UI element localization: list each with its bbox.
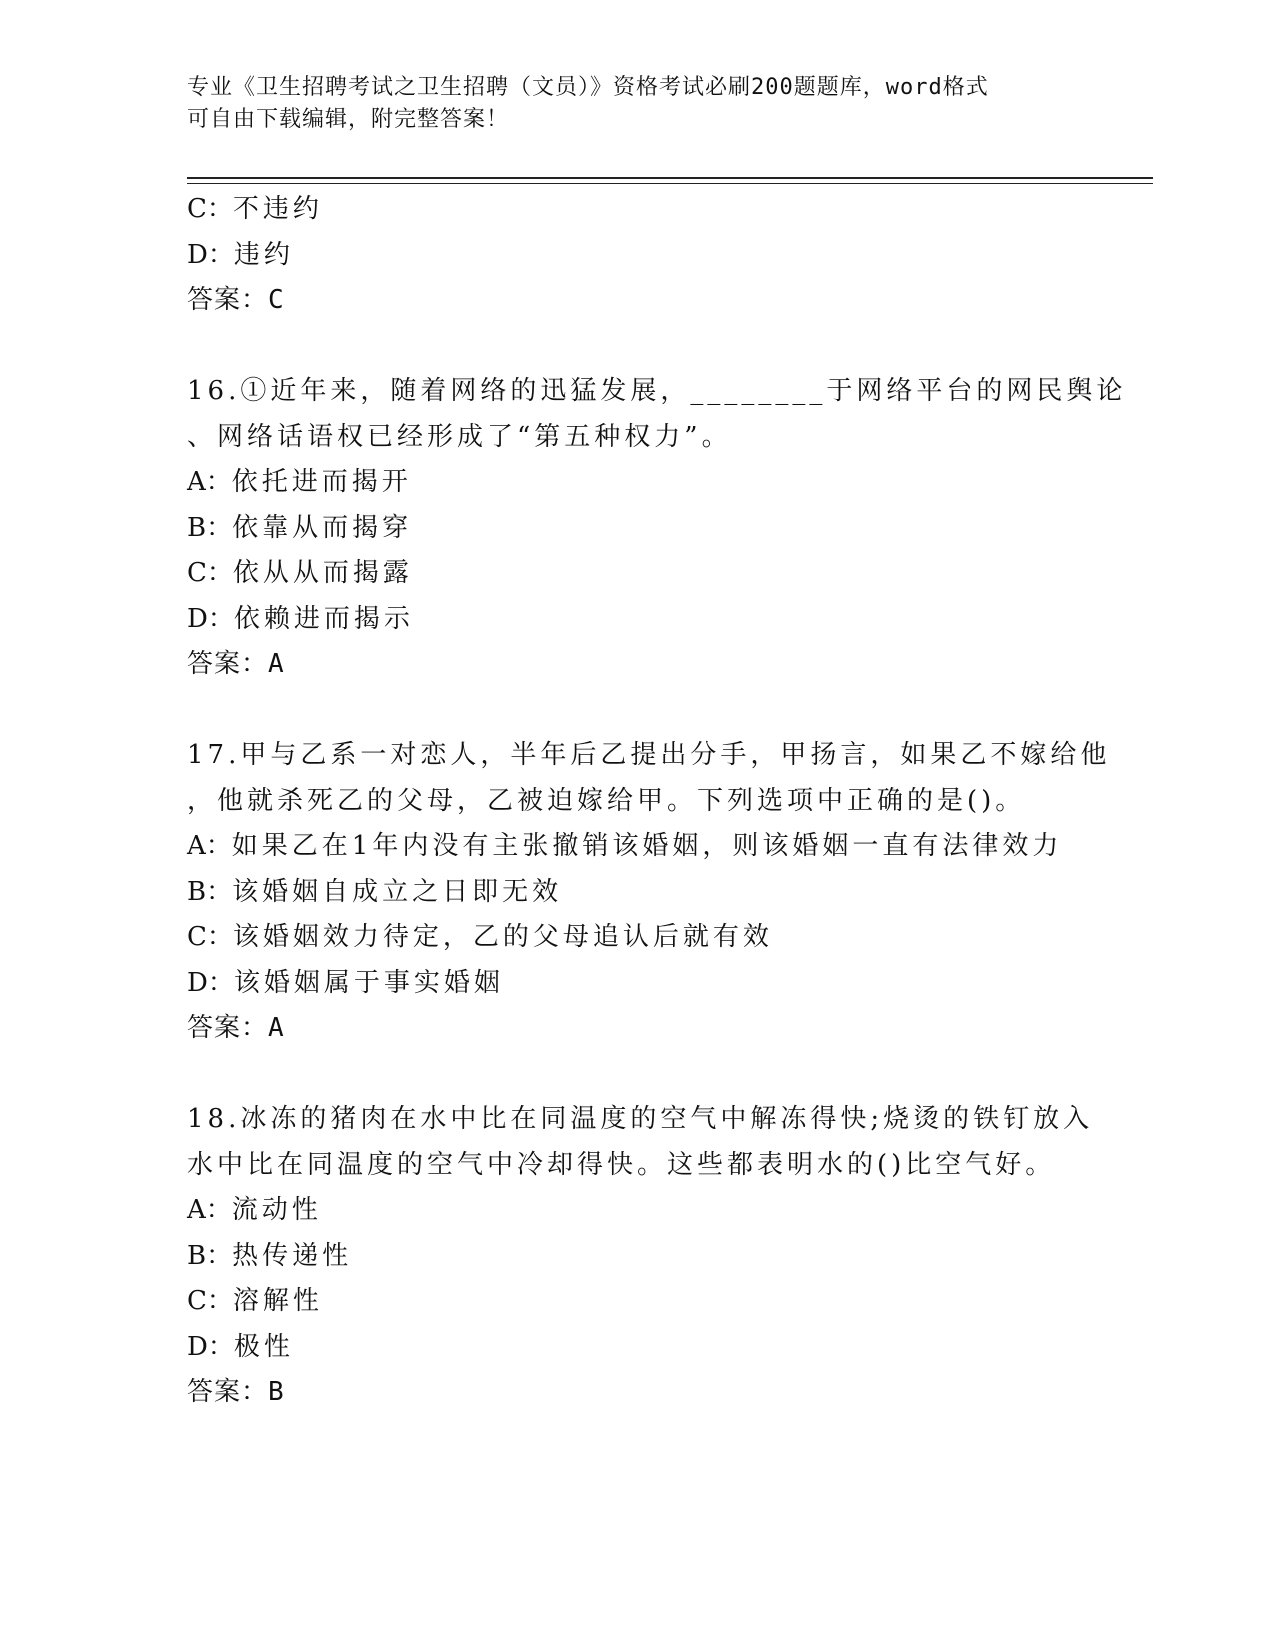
page-header [187, 72, 1087, 136]
question-16 [187, 369, 1127, 688]
answer-label: 答案： [187, 1377, 269, 1407]
question-fragment [187, 187, 1087, 324]
option-letter: D： [187, 239, 234, 270]
answer-line [187, 1370, 1087, 1416]
option-letter: A： [187, 1195, 232, 1225]
option-text: 依赖进而揭示 [233, 603, 414, 634]
option-a [187, 824, 1087, 870]
option-b [187, 870, 1087, 916]
answer-label: 答案： [187, 1013, 269, 1043]
option-c [187, 187, 1087, 233]
option-letter: C： [187, 194, 233, 224]
answer-line [187, 642, 1087, 688]
header-line-1: 专业《卫生招聘考试之卫生招聘（文员）》资格考试必刷200题题库，word格式 [187, 75, 989, 100]
option-text: 热传递性 [232, 1240, 353, 1271]
answer-value: C [268, 285, 285, 315]
option-text: 该婚姻属于事实婚姻 [233, 967, 504, 998]
option-text: 如果乙在1年内没有主张撤销该婚姻，则该婚姻一直有法律效力 [231, 831, 1063, 861]
option-text: 该婚姻效力待定，乙的父母追认后就有效 [232, 922, 773, 952]
option-c [187, 915, 1087, 961]
spacer [187, 1052, 1087, 1098]
option-d [187, 597, 1087, 643]
question-text-line: ，他就杀死乙的父母，乙被迫嫁给甲。下列选项中正确的是()。 [187, 785, 1026, 816]
option-letter: A： [187, 467, 232, 497]
option-text: 该婚姻自成立之日即无效 [232, 876, 563, 907]
option-text: 极性 [233, 1331, 294, 1362]
answer-value: A [268, 1013, 285, 1043]
option-letter: D： [187, 967, 234, 998]
option-d [187, 1325, 1087, 1371]
option-text: 不违约 [232, 194, 323, 224]
option-letter: C： [187, 1286, 233, 1316]
spacer [187, 324, 1087, 370]
option-letter: B： [187, 1240, 233, 1271]
question-text-line: 16.①近年来，随着网络的迅猛发展，________于网络平台的网民舆论 [187, 376, 1127, 406]
option-d [187, 233, 1087, 279]
question-text-line: 、网络话语权已经形成了“第五种权力”。 [187, 421, 732, 452]
option-d [187, 961, 1087, 1007]
question-text-line: 18.冰冻的猪肉在水中比在同温度的空气中解冻得快;烧烫的铁钉放入 [187, 1104, 1094, 1134]
option-text: 流动性 [231, 1195, 322, 1225]
option-b [187, 1234, 1087, 1280]
header-divider-thin [187, 183, 1153, 184]
header-line-2: 可自由下载编辑，附完整答案！ [187, 107, 510, 132]
answer-label: 答案： [187, 285, 269, 315]
option-letter: B： [187, 876, 233, 907]
option-a [187, 460, 1087, 506]
question-text-line: 17.甲与乙系一对恋人，半年后乙提出分手，甲扬言，如果乙不嫁给他 [187, 740, 1111, 770]
answer-line [187, 1006, 1087, 1052]
option-letter: D： [187, 603, 234, 634]
option-text: 依从从而揭露 [232, 558, 413, 588]
question-18 [187, 1097, 1094, 1416]
answer-value: B [268, 1377, 285, 1407]
option-letter: A： [187, 831, 232, 861]
option-letter: C： [187, 558, 233, 588]
answer-label: 答案： [187, 649, 269, 679]
option-text: 违约 [233, 239, 294, 270]
option-a [187, 1188, 1087, 1234]
option-letter: C： [187, 922, 233, 952]
header-divider-thick [187, 177, 1153, 179]
option-text: 溶解性 [232, 1286, 323, 1316]
answer-line [187, 278, 1087, 324]
spacer [187, 688, 1087, 734]
document-body [187, 187, 1127, 1416]
option-letter: D： [187, 1331, 234, 1362]
question-text-line: 水中比在同温度的空气中冷却得快。这些都表明水的()比空气好。 [187, 1149, 1056, 1180]
option-c [187, 551, 1087, 597]
option-c [187, 1279, 1087, 1325]
answer-value: A [268, 649, 285, 679]
option-b [187, 506, 1087, 552]
option-text: 依靠从而揭穿 [232, 512, 413, 543]
option-letter: B： [187, 512, 233, 543]
question-17 [187, 733, 1111, 1052]
option-text: 依托进而揭开 [231, 467, 412, 497]
